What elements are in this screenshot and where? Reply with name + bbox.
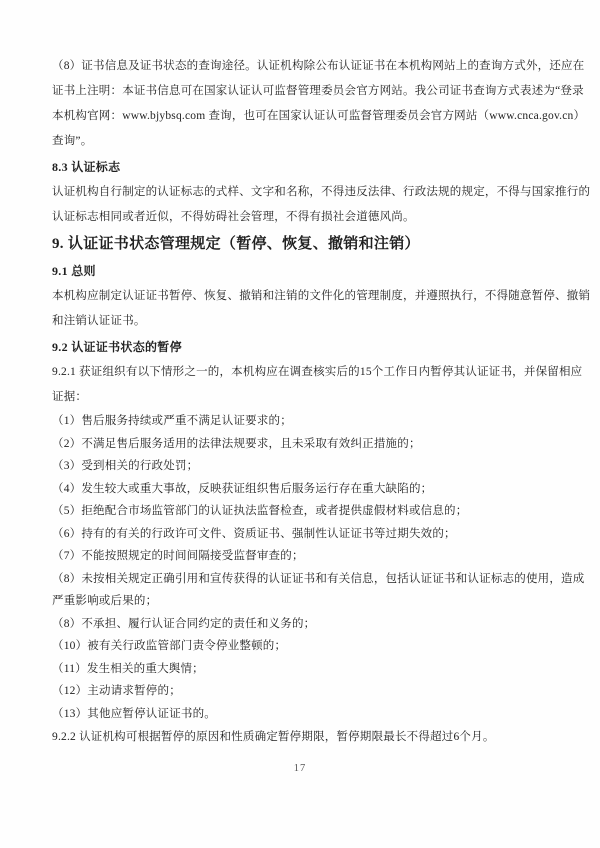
list-suspension-conditions-line-8: 严重影响或后果的； — [52, 595, 158, 607]
list-suspension-conditions-line-11: （11）发生相关的重大舆情； — [52, 662, 204, 675]
list-suspension-conditions-line-9: （8）不承担、履行认证合同约定的责任和义务的； — [52, 617, 316, 630]
list-suspension-conditions-line-12: （12）主动请求暂停的； — [52, 685, 181, 697]
list-suspension-conditions-line-6: （7）不能按照规定的时间间隔接受监督审查的； — [52, 550, 304, 562]
para-cert-query-channels-line-1: 证书上注明：本证书信息可在国家认证认可监督管理委员会官方网站。我公司证书查询方式表述为“登录 — [52, 85, 584, 97]
list-suspension-conditions-line-5: （6）持有的有关的行政许可文件、资质证书、强制性认证证书等过期失效的； — [52, 527, 456, 540]
list-suspension-conditions-line-13: （13）其他应暂停认证证书的。 — [52, 707, 216, 720]
para-cert-query-channels-line-2: 本机构官网：www.bjybsq.com 查询，也可在国家认证认可监督管理委员会官方网站（www.cnca.gov.cn） — [52, 110, 586, 122]
heading-9: 9. 认证证书状态管理规定（暂停、恢复、撤销和注销） — [52, 236, 420, 252]
heading-9-1: 9.1 总则 — [52, 264, 96, 278]
para-9-1-general-line-1: 和注销认证证书。 — [52, 315, 146, 327]
heading-9-2: 9.2 认证证书状态的暂停 — [52, 340, 182, 354]
list-suspension-conditions-line-1: （2）不满足售后服务适用的法律法规要求，且未采取有效纠正措施的； — [52, 437, 421, 450]
list-suspension-conditions-line-4: （5）拒绝配合市场监管部门的认证执法监督检查，或者提供虚假材料或信息的； — [52, 505, 468, 517]
list-suspension-conditions-line-3: （4）发生较大或重大事故，反映获证组织售后服务运行存在重大缺陷的； — [52, 482, 433, 495]
para-cert-mark-line-1: 认证标志相同或者近似，不得妨碍社会管理，不得有损社会道德风尚。 — [52, 211, 415, 223]
list-suspension-conditions-line-2: （3）受到相关的行政处罚； — [52, 460, 199, 472]
para-9-2-1-line-0: 9.2.1 获证组织有以下情形之一的，本机构应在调查核实后的15个工作日内暂停其认证证书，并保留相应 — [52, 366, 583, 378]
list-suspension-conditions-line-0: （1）售后服务持续或严重不满足认证要求的； — [52, 415, 292, 427]
list-suspension-conditions-line-7: （8）未按相关规定正确引用和宣传获得的认证证书和有关信息，包括认证证书和认证标志的使用，造成 — [52, 572, 585, 585]
list-suspension-conditions-line-10: （10）被有关行政监管部门责令停业整顿的； — [52, 640, 287, 652]
para-cert-query-channels-line-0: （8）证书信息及证书状态的查询途径。认证机构除公布认证证书在本机构网站上的查询方式外，还应在 — [52, 60, 585, 72]
para-9-2-2-line-0: 9.2.2 认证机构可根据暂停的原因和性质确定暂停期限，暂停期限最长不得超过6个月。 — [52, 731, 495, 743]
para-cert-query-channels-line-3: 查询”。 — [52, 135, 93, 147]
page-number: 17 — [293, 763, 307, 774]
para-cert-mark-line-0: 认证机构自行制定的认证标志的式样、文字和名称，不得违反法律、行政法规的规定，不得与国家推行的 — [52, 186, 591, 198]
heading-8-3: 8.3 认证标志 — [52, 160, 121, 174]
para-9-2-1-line-1: 证据： — [52, 391, 88, 403]
document-content — [52, 54, 591, 750]
para-9-1-general-line-0: 本机构应制定认证证书暂停、恢复、撤销和注销的文件化的管理制度，并遵照执行，不得随意暂停、撤销 — [52, 290, 591, 302]
